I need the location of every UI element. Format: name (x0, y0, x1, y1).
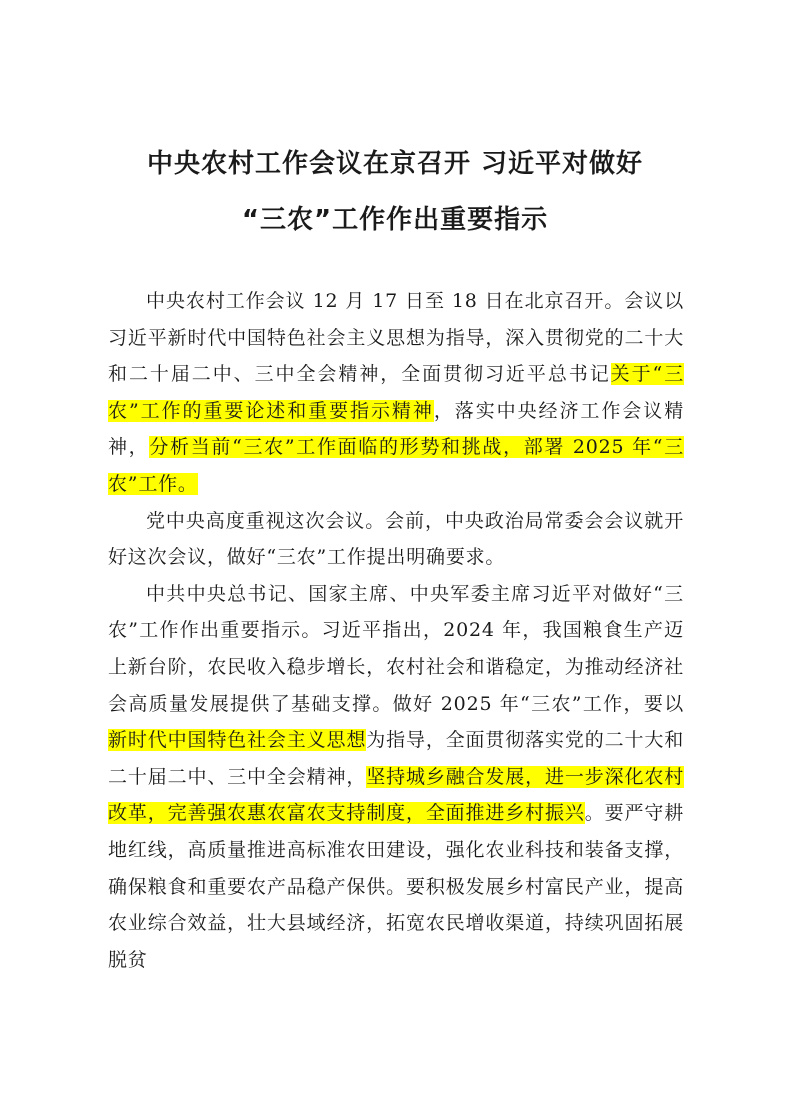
highlighted-text: 关于“三农”工作的重要论述和重要指示精神 (108, 363, 685, 422)
article-title-line-2: “三农”工作作出重要指示 (241, 205, 549, 235)
paragraph-3 (108, 576, 684, 979)
text-run: 。要严守耕地红线，高质量推进高标准农田建设，强化农业科技和装备支撑，确保粮食和重要农产品稳产保供。要积极发展乡村富民产业，提高农业综合效益，壮大县域经济，拓宽农民增收渠道，持续巩固拓展脱贫 (108, 802, 684, 971)
paragraph-2 (108, 503, 684, 576)
article-body (108, 283, 684, 978)
paragraph-1 (108, 283, 684, 503)
text-run: ，落实中央经济工作会议精神， (108, 399, 684, 459)
text-run: 中央农村工作会议 12 月 17 日至 18 日在北京召开。会议以习近平新时代中国特色社会主义思想为指导，深入贯彻党的二十大和二十届二中、三中全会精神，全面贯彻习近平总书记 (108, 290, 684, 386)
text-run: 党中央高度重视这次会议。会前，中央政治局常委会会议就开好这次会议，做好“三农”工作提出明确要求。 (108, 509, 684, 569)
text-run: 为指导，全面贯彻落实党的二十大和二十届二中、三中全会精神， (108, 729, 684, 788)
highlighted-text: 新时代中国特色社会主义思想 (108, 729, 367, 752)
text-run: 中共中央总书记、国家主席、中央军委主席习近平对做好“三农”工作作出重要指示。习近平指出，2024 年，我国粮食生产迈上新台阶，农民收入稳步增长，农村社会和谐稳定，为推动经济社会高质量发展提供了基础支撑。做好 2025 年“三农”工作，要以 (108, 582, 684, 715)
highlighted-text: 坚持城乡融合发展，进一步深化农村改革，完善强农惠农富农支持制度，全面推进乡村振兴 (108, 765, 684, 825)
highlighted-text: 分析当前“三农”工作面临的形势和挑战，部署 2025 年“三农”工作。 (108, 436, 684, 495)
article-title-line-1: 中央农村工作会议在京召开 习近平对做好 (146, 149, 644, 179)
